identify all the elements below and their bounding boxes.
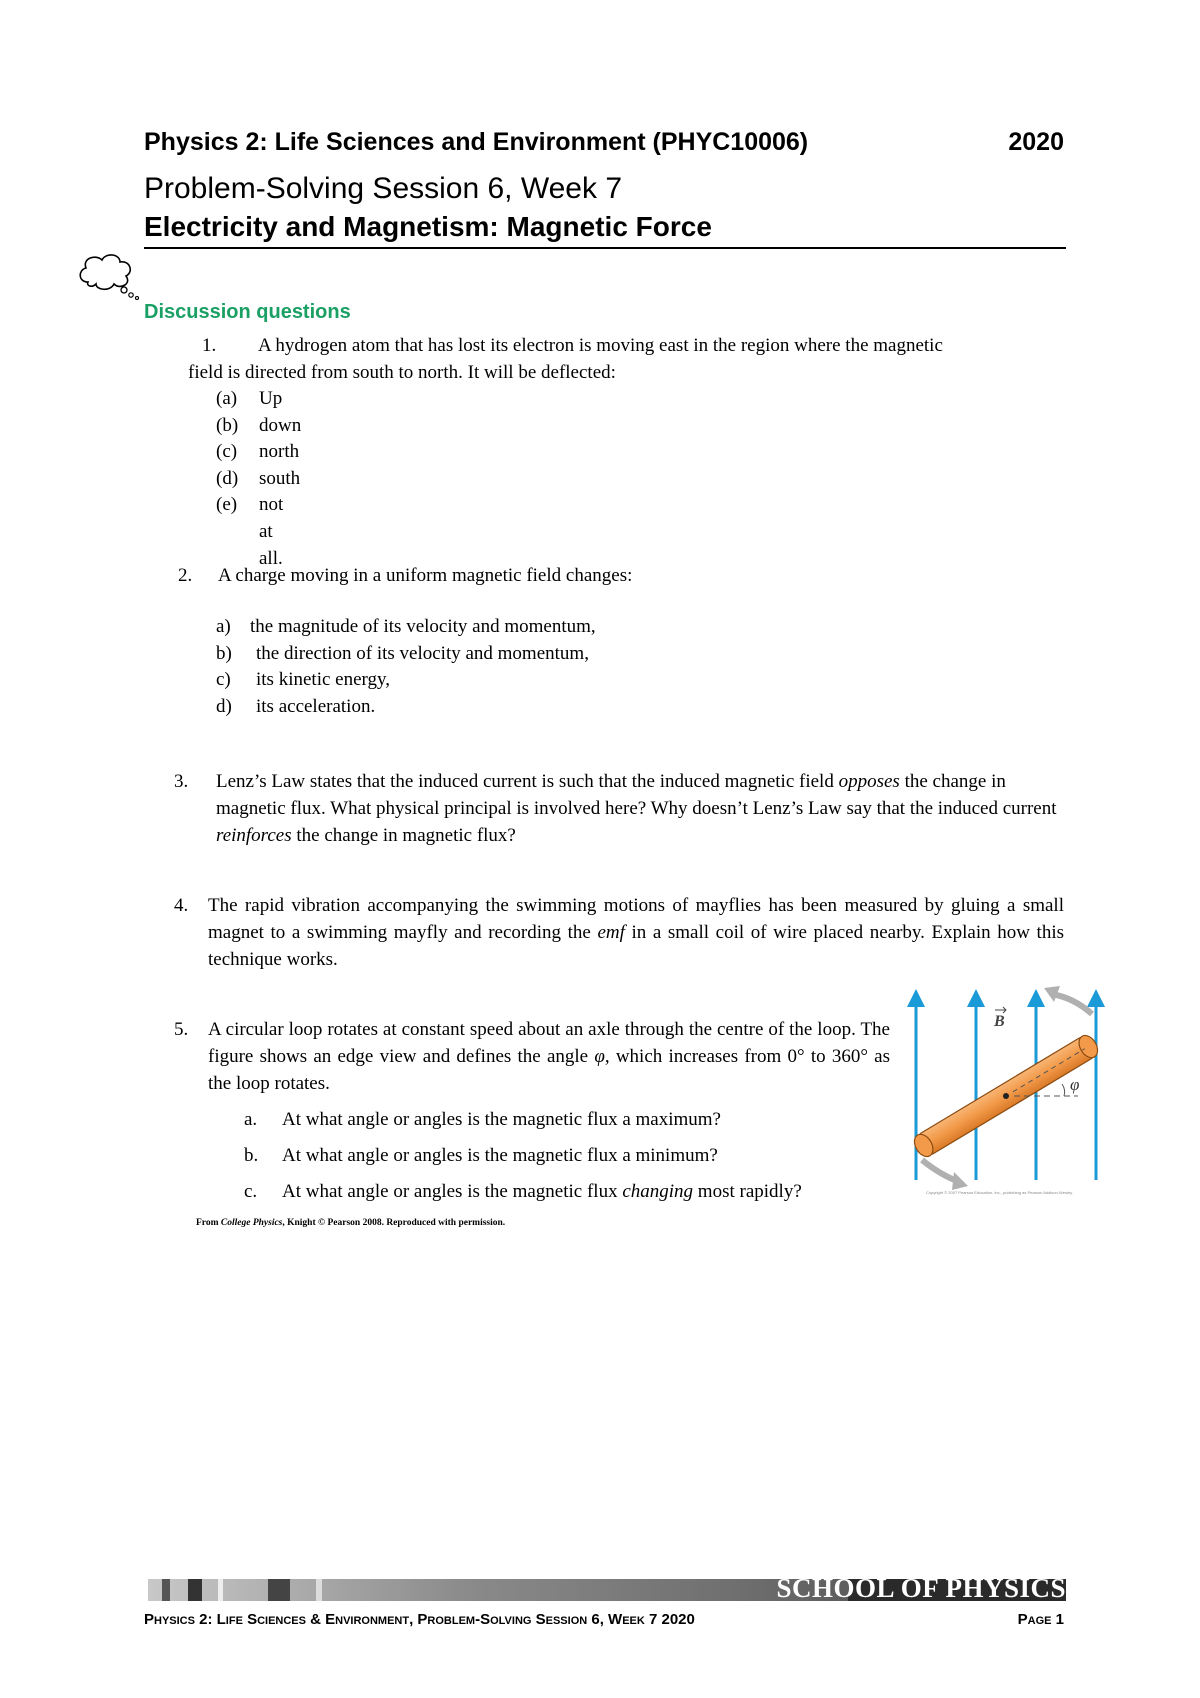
- option-label: (b): [216, 414, 239, 436]
- q5-parts: [244, 1106, 802, 1214]
- part-text: At what angle or angles is the magnetic flux a maximum?: [282, 1109, 721, 1130]
- emphasis-text: emf: [597, 922, 625, 943]
- option-text: north: [259, 441, 300, 463]
- option-label: a): [216, 616, 231, 637]
- thought-bubble-icon: [76, 250, 142, 300]
- question-5: [174, 1016, 188, 1043]
- option-text: down: [259, 414, 302, 436]
- option-text: its kinetic energy,: [256, 669, 391, 691]
- question-2: [178, 562, 633, 589]
- text-run: A circular loop rotates at constant speed about an axle through the centre of the loop. The figure shows an edge view and defines the angle: [208, 1019, 890, 1067]
- rotation-arrow-top: [1052, 994, 1092, 1014]
- figure-copyright: Copyright © 2007 Pearson Education, Inc., publishing as Pearson Addison-Wesley.: [926, 1190, 1073, 1195]
- question-text-line: A hydrogen atom that has lost its electron is moving east in the region where the magnetic: [258, 335, 943, 356]
- option-text: its acceleration.: [256, 695, 376, 717]
- text-run: the change in magnetic flux. What physical principal is involved here? Why doesn’t Lenz’s Law say that the induced current: [216, 771, 1057, 819]
- part-text: At what angle or angles is the magnetic flux a minimum?: [282, 1145, 718, 1166]
- text-run: The rapid vibration accompanying the swimming motions of mayflies has been measured by gluing a small magnet to a swimming mayfly and recording the: [208, 895, 1064, 943]
- question-text-line: field is directed from south to north. It will be deflected:: [188, 362, 616, 383]
- text-run: At what angle or angles is the magnetic flux: [282, 1181, 623, 1202]
- option-text: Up: [259, 388, 283, 409]
- question-number: 3.: [174, 771, 189, 792]
- option-label: d): [216, 695, 232, 717]
- question-3: [174, 768, 188, 795]
- q1-options: [216, 386, 302, 569]
- question-number: 5.: [174, 1019, 189, 1040]
- option-label: (c): [216, 441, 238, 463]
- question-number: 1.: [202, 335, 217, 356]
- option-label: (d): [216, 467, 239, 489]
- emphasis-text: opposes: [838, 771, 900, 792]
- text-run: in a small coil of wire placed nearby. Explain how this technique works.: [208, 922, 1064, 970]
- question-4: [174, 892, 188, 919]
- option-text: the magnitude of its velocity and momentum,: [250, 616, 596, 637]
- course-year: 2020: [1008, 128, 1064, 156]
- option-text: the direction of its velocity and momentum,: [256, 642, 589, 664]
- session-title: Problem-Solving Session 6, Week 7: [144, 172, 623, 205]
- list-item: [216, 439, 300, 466]
- list-item: [216, 641, 589, 668]
- footer-text: Physics 2: Life Sciences & Environment, Problem-Solving Session 6, Week 7 2020: [144, 1611, 695, 1628]
- q2-options: [216, 614, 596, 720]
- part-text: [282, 1178, 802, 1205]
- list-item: [216, 386, 283, 413]
- text-run: , Knight © Pearson 2008. Reproduced with permission.: [282, 1218, 506, 1228]
- angle-label: φ: [1070, 1075, 1080, 1094]
- emphasis-text: reinforces: [216, 825, 292, 846]
- question-1: [188, 332, 1066, 386]
- question-number: 4.: [174, 895, 189, 916]
- list-item: [216, 667, 391, 694]
- option-label: c): [216, 669, 231, 691]
- text-run: the change in magnetic flux?: [291, 825, 516, 846]
- part-label: c.: [244, 1181, 258, 1202]
- list-item: [244, 1106, 721, 1142]
- list-item: [216, 466, 301, 493]
- part-label: a.: [244, 1109, 258, 1130]
- option-label: (e): [216, 494, 238, 516]
- title-divider: [144, 247, 1066, 249]
- list-item: [216, 694, 376, 721]
- text-run: , which increases from 0° to 360° as the loop rotates.: [208, 1046, 891, 1094]
- question-4-text: [208, 892, 1064, 973]
- text-run: most rapidly?: [693, 1181, 802, 1202]
- option-text: not at all.: [259, 494, 284, 569]
- list-item: [216, 413, 302, 440]
- book-title: College Physics: [220, 1218, 283, 1228]
- part-label: b.: [244, 1145, 259, 1166]
- section-heading: Discussion questions: [144, 301, 351, 323]
- phi-symbol: φ: [594, 1046, 605, 1067]
- topic-title: Electricity and Magnetism: Magnetic Force: [144, 211, 712, 242]
- question-5-text: [208, 1016, 890, 1097]
- list-item: [244, 1142, 718, 1178]
- option-label: b): [216, 642, 232, 664]
- field-label: B: [994, 1013, 1005, 1030]
- emphasis-text: changing: [622, 1181, 694, 1202]
- school-of-physics-logo: SCHOOL OF PHYSICS: [776, 1573, 1066, 1603]
- angle-arc: [1062, 1084, 1065, 1096]
- rotating-loop-figure: [902, 980, 1118, 1200]
- axle-dot: [1003, 1093, 1009, 1099]
- course-title: Physics 2: Life Sciences and Environment (PHYC10006): [144, 128, 809, 156]
- question-text: A charge moving in a uniform magnetic field changes:: [218, 565, 633, 586]
- text-run: Lenz’s Law states that the induced current is such that the induced magnetic field: [216, 771, 839, 792]
- option-text: south: [259, 467, 301, 489]
- question-3-text: [216, 768, 1062, 849]
- list-item: [244, 1178, 802, 1214]
- option-label: (a): [216, 388, 238, 409]
- page-number: Page 1: [1017, 1611, 1064, 1628]
- figure-credit: [196, 1218, 505, 1228]
- list-item: [216, 492, 284, 569]
- text-run: From: [196, 1218, 221, 1228]
- list-item: [216, 614, 596, 641]
- question-number: 2.: [178, 565, 193, 586]
- rotation-arrowhead: [952, 1172, 968, 1190]
